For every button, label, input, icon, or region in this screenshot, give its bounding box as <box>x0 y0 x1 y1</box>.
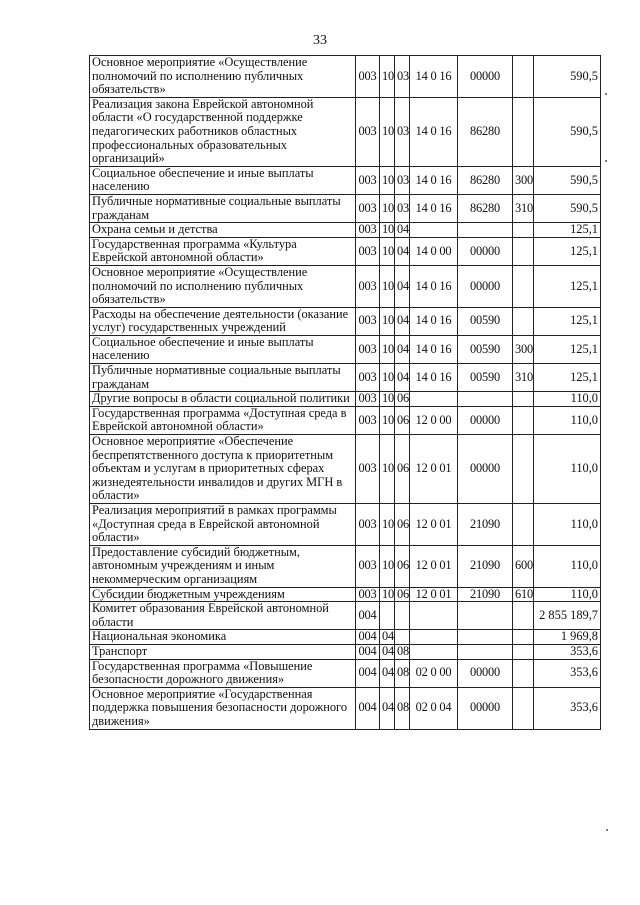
section-code: 10 <box>380 56 395 98</box>
program-code: 14 0 16 <box>410 166 458 194</box>
row-name: Расходы на обеспечение деятельности (оказание услуг) государственных учреждений <box>90 307 356 335</box>
row-name: Комитет образования Еврейской автономной области <box>90 602 356 630</box>
subsection-code: 06 <box>395 406 410 434</box>
expense-type-code <box>513 504 534 546</box>
expense-type-code: 300 <box>513 335 534 363</box>
section-code: 10 <box>380 406 395 434</box>
row-name: Национальная экономика <box>90 630 356 645</box>
table-row <box>90 644 601 659</box>
amount: 110,0 <box>534 587 601 602</box>
table-row <box>90 364 601 392</box>
row-name: Транспорт <box>90 644 356 659</box>
program-code <box>410 392 458 407</box>
program-code: 14 0 16 <box>410 364 458 392</box>
table-row <box>90 392 601 407</box>
row-name: Государственная программа «Повышение безопасности дорожного движения» <box>90 659 356 687</box>
expense-type-code: 310 <box>513 364 534 392</box>
expense-type-code: 310 <box>513 194 534 222</box>
subsection-code: 03 <box>395 97 410 166</box>
program-code: 14 0 16 <box>410 265 458 307</box>
amount: 125,1 <box>534 335 601 363</box>
amount: 590,5 <box>534 166 601 194</box>
row-name: Реализация закона Еврейской автономной области «О государственной поддержке педагогических работников областных профессиональных образовательных организаций» <box>90 97 356 166</box>
direction-code: 21090 <box>458 504 513 546</box>
amount: 2 855 189,7 <box>534 602 601 630</box>
table-row <box>90 545 601 587</box>
program-code: 12 0 01 <box>410 435 458 504</box>
expense-type-code <box>513 406 534 434</box>
expense-type-code: 610 <box>513 587 534 602</box>
amount: 110,0 <box>534 504 601 546</box>
page-number: 33 <box>313 33 327 48</box>
direction-code <box>458 602 513 630</box>
section-code: 10 <box>380 194 395 222</box>
subsection-code: 03 <box>395 166 410 194</box>
amount: 125,1 <box>534 237 601 265</box>
row-name: Основное мероприятие «Обеспечение беспрепятственного доступа к приоритетным объектам и услугам в приоритетных сферах жизнедеятельности инвалидов и других МГН в области» <box>90 435 356 504</box>
section-code: 04 <box>380 644 395 659</box>
ministry-code: 004 <box>356 602 380 630</box>
section-code: 04 <box>380 659 395 687</box>
amount: 110,0 <box>534 545 601 587</box>
table-row <box>90 166 601 194</box>
amount: 353,6 <box>534 687 601 729</box>
subsection-code: 06 <box>395 587 410 602</box>
amount: 125,1 <box>534 364 601 392</box>
table-row <box>90 237 601 265</box>
table-row <box>90 223 601 238</box>
direction-code: 00000 <box>458 435 513 504</box>
amount: 110,0 <box>534 406 601 434</box>
expense-type-code <box>513 223 534 238</box>
section-code: 10 <box>380 237 395 265</box>
subsection-code: 04 <box>395 364 410 392</box>
direction-code: 86280 <box>458 194 513 222</box>
row-name: Субсидии бюджетным учреждениям <box>90 587 356 602</box>
amount: 353,6 <box>534 644 601 659</box>
ministry-code: 003 <box>356 223 380 238</box>
ministry-code: 004 <box>356 687 380 729</box>
amount: 125,1 <box>534 223 601 238</box>
table-row <box>90 335 601 363</box>
direction-code: 86280 <box>458 166 513 194</box>
program-code: 14 0 16 <box>410 97 458 166</box>
direction-code <box>458 630 513 645</box>
table-row <box>90 97 601 166</box>
ministry-code: 003 <box>356 335 380 363</box>
section-code: 10 <box>380 545 395 587</box>
direction-code: 00590 <box>458 335 513 363</box>
program-code <box>410 630 458 645</box>
section-code: 10 <box>380 364 395 392</box>
section-code: 10 <box>380 587 395 602</box>
section-code: 10 <box>380 166 395 194</box>
table-row <box>90 406 601 434</box>
row-name: Реализация мероприятий в рамках программы «Доступная среда в Еврейской автономной области» <box>90 504 356 546</box>
ministry-code: 003 <box>356 392 380 407</box>
program-code: 12 0 01 <box>410 545 458 587</box>
program-code <box>410 223 458 238</box>
scan-dot <box>605 160 607 162</box>
direction-code <box>458 392 513 407</box>
table-row <box>90 307 601 335</box>
subsection-code: 06 <box>395 435 410 504</box>
program-code: 02 0 04 <box>410 687 458 729</box>
scan-dot <box>605 93 607 95</box>
expense-type-code: 600 <box>513 545 534 587</box>
table-row <box>90 602 601 630</box>
table-row <box>90 659 601 687</box>
row-name: Публичные нормативные социальные выплаты гражданам <box>90 364 356 392</box>
subsection-code: 03 <box>395 56 410 98</box>
ministry-code: 003 <box>356 265 380 307</box>
expense-type-code <box>513 435 534 504</box>
direction-code <box>458 223 513 238</box>
subsection-code: 04 <box>395 237 410 265</box>
expense-type-code <box>513 307 534 335</box>
row-name: Социальное обеспечение и иные выплаты населению <box>90 335 356 363</box>
amount: 125,1 <box>534 265 601 307</box>
section-code: 10 <box>380 223 395 238</box>
direction-code: 00000 <box>458 237 513 265</box>
amount: 353,6 <box>534 659 601 687</box>
expense-type-code <box>513 687 534 729</box>
ministry-code: 003 <box>356 194 380 222</box>
direction-code: 00000 <box>458 406 513 434</box>
program-code: 14 0 16 <box>410 335 458 363</box>
subsection-code: 08 <box>395 687 410 729</box>
amount: 590,5 <box>534 97 601 166</box>
direction-code: 00000 <box>458 659 513 687</box>
row-name: Основное мероприятие «Осуществление полномочий по исполнению публичных обязательств» <box>90 265 356 307</box>
row-name: Социальное обеспечение и иные выплаты населению <box>90 166 356 194</box>
program-code <box>410 644 458 659</box>
subsection-code: 04 <box>395 265 410 307</box>
section-code: 10 <box>380 335 395 363</box>
table-row <box>90 687 601 729</box>
table-row <box>90 56 601 98</box>
table-row <box>90 194 601 222</box>
ministry-code: 003 <box>356 587 380 602</box>
section-code: 10 <box>380 504 395 546</box>
expense-type-code <box>513 265 534 307</box>
section-code: 10 <box>380 97 395 166</box>
program-code: 14 0 16 <box>410 194 458 222</box>
direction-code: 00000 <box>458 56 513 98</box>
ministry-code: 003 <box>356 307 380 335</box>
row-name: Государственная программа «Доступная среда в Еврейской автономной области» <box>90 406 356 434</box>
program-code: 14 0 00 <box>410 237 458 265</box>
amount: 110,0 <box>534 435 601 504</box>
expense-type-code <box>513 630 534 645</box>
section-code: 04 <box>380 630 395 645</box>
subsection-code: 06 <box>395 545 410 587</box>
program-code: 02 0 00 <box>410 659 458 687</box>
ministry-code: 003 <box>356 545 380 587</box>
section-code: 10 <box>380 435 395 504</box>
amount: 125,1 <box>534 307 601 335</box>
direction-code: 86280 <box>458 97 513 166</box>
ministry-code: 003 <box>356 237 380 265</box>
row-name: Предоставление субсидий бюджетным, автономным учреждениям и иным некоммерческим организациям <box>90 545 356 587</box>
section-code: 04 <box>380 687 395 729</box>
expense-type-code <box>513 602 534 630</box>
amount: 110,0 <box>534 392 601 407</box>
row-name: Государственная программа «Культура Еврейской автономной области» <box>90 237 356 265</box>
subsection-code <box>395 630 410 645</box>
direction-code: 21090 <box>458 545 513 587</box>
section-code: 10 <box>380 307 395 335</box>
direction-code: 00590 <box>458 307 513 335</box>
amount: 590,5 <box>534 194 601 222</box>
table-row <box>90 630 601 645</box>
ministry-code: 003 <box>356 97 380 166</box>
program-code: 14 0 16 <box>410 307 458 335</box>
subsection-code: 06 <box>395 392 410 407</box>
section-code: 10 <box>380 392 395 407</box>
program-code: 12 0 01 <box>410 587 458 602</box>
ministry-code: 003 <box>356 166 380 194</box>
subsection-code: 03 <box>395 194 410 222</box>
expense-type-code: 300 <box>513 166 534 194</box>
direction-code: 00590 <box>458 364 513 392</box>
budget-table <box>89 55 601 730</box>
row-name: Охрана семьи и детства <box>90 223 356 238</box>
expense-type-code <box>513 237 534 265</box>
expense-type-code <box>513 392 534 407</box>
ministry-code: 004 <box>356 644 380 659</box>
ministry-code: 003 <box>356 56 380 98</box>
expense-type-code <box>513 659 534 687</box>
ministry-code: 003 <box>356 435 380 504</box>
ministry-code: 004 <box>356 630 380 645</box>
row-name: Основное мероприятие «Государственная поддержка повышения безопасности дорожного движения» <box>90 687 356 729</box>
ministry-code: 004 <box>356 659 380 687</box>
subsection-code: 04 <box>395 307 410 335</box>
subsection-code: 08 <box>395 644 410 659</box>
scan-dot <box>606 829 608 831</box>
section-code: 10 <box>380 265 395 307</box>
direction-code: 21090 <box>458 587 513 602</box>
amount: 590,5 <box>534 56 601 98</box>
expense-type-code <box>513 644 534 659</box>
row-name: Публичные нормативные социальные выплаты гражданам <box>90 194 356 222</box>
ministry-code: 003 <box>356 504 380 546</box>
table-row <box>90 265 601 307</box>
program-code: 12 0 00 <box>410 406 458 434</box>
direction-code <box>458 644 513 659</box>
subsection-code: 04 <box>395 223 410 238</box>
table-row <box>90 504 601 546</box>
subsection-code: 08 <box>395 659 410 687</box>
amount: 1 969,8 <box>534 630 601 645</box>
subsection-code: 06 <box>395 504 410 546</box>
program-code: 12 0 01 <box>410 504 458 546</box>
direction-code: 00000 <box>458 265 513 307</box>
subsection-code <box>395 602 410 630</box>
subsection-code: 04 <box>395 335 410 363</box>
section-code <box>380 602 395 630</box>
expense-type-code <box>513 56 534 98</box>
row-name: Основное мероприятие «Осуществление полномочий по исполнению публичных обязательств» <box>90 56 356 98</box>
expense-type-code <box>513 97 534 166</box>
program-code <box>410 602 458 630</box>
ministry-code: 003 <box>356 406 380 434</box>
row-name: Другие вопросы в области социальной политики <box>90 392 356 407</box>
ministry-code: 003 <box>356 364 380 392</box>
table-row <box>90 435 601 504</box>
program-code: 14 0 16 <box>410 56 458 98</box>
direction-code: 00000 <box>458 687 513 729</box>
table-row <box>90 587 601 602</box>
